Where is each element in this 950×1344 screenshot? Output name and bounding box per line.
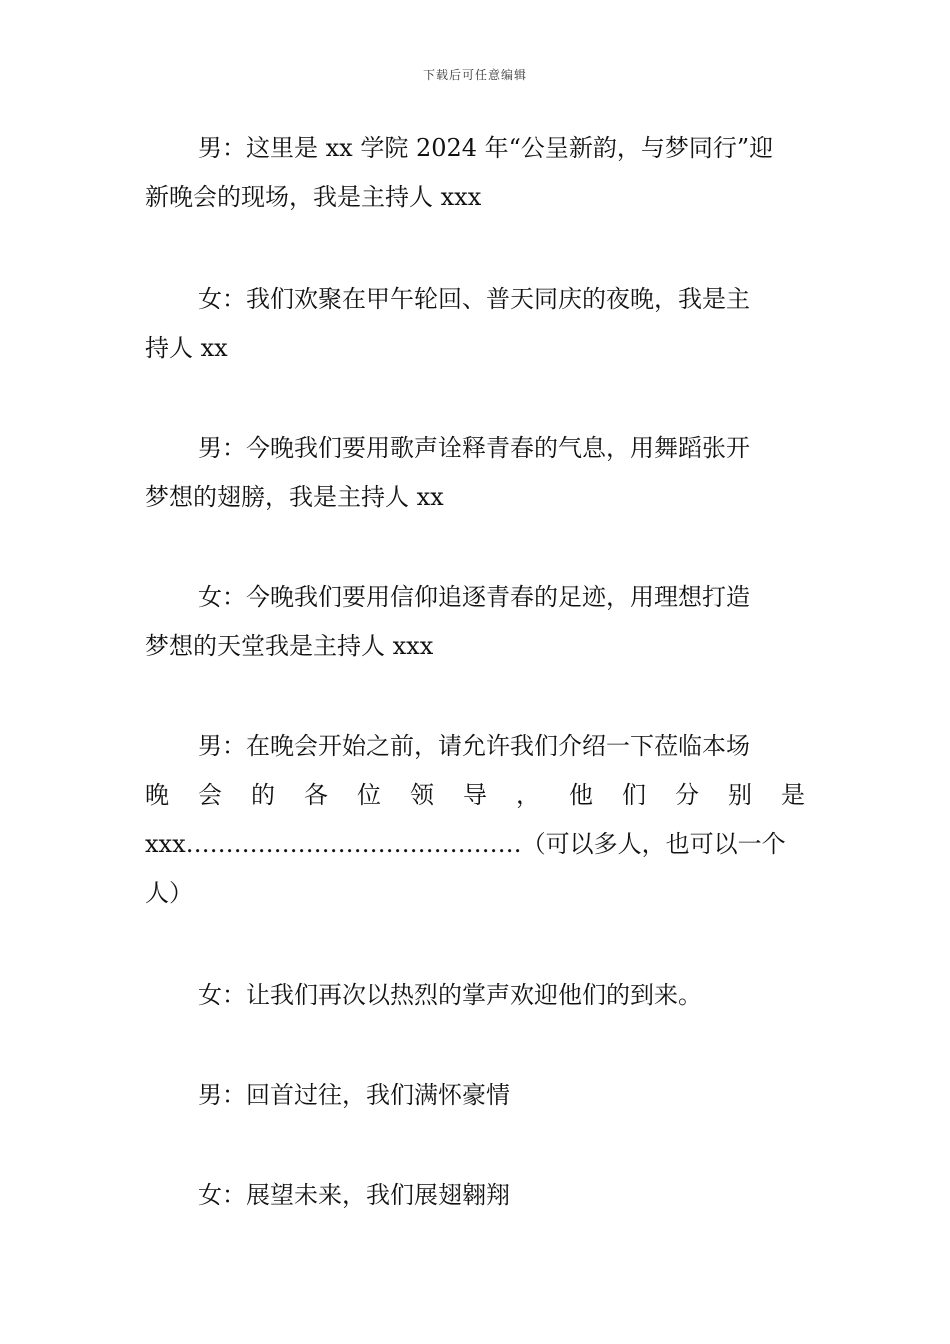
spread-char: 会 — [198, 781, 222, 809]
spread-char: 位 — [357, 781, 381, 809]
paragraph-4-line-2: 梦想的天堂我是主持人 xxx — [145, 632, 434, 660]
spread-char: 们 — [622, 781, 646, 809]
paragraph-2-line-2: 持人 xx — [145, 334, 228, 362]
paragraph-2-line-1: 女：我们欢聚在甲午轮回、普天同庆的夜晚，我是主 — [198, 285, 750, 313]
paragraph-5-line-2 — [145, 771, 805, 820]
paragraph-2 — [145, 275, 805, 373]
paragraph-5-line-3: xxx……………………………………（可以多人，也可以一个 — [145, 830, 786, 858]
paragraph-1-line-1: 男：这里是 xx 学院 2024 年“公呈新韵，与梦同行”迎 — [198, 134, 774, 162]
paragraph-6-line-1: 女：让我们再次以热烈的掌声欢迎他们的到来。 — [198, 981, 702, 1009]
page-header: 下载后可任意编辑 — [422, 68, 527, 82]
paragraph-4-line-1: 女：今晚我们要用信仰追逐青春的足迹，用理想打造 — [198, 583, 750, 611]
paragraph-8-line-1: 女：展望未来，我们展翅翱翔 — [198, 1181, 510, 1209]
paragraph-5-line-4: 人） — [145, 879, 193, 907]
paragraph-3-line-2: 梦想的翅膀，我是主持人 xx — [145, 483, 444, 511]
paragraph-3-line-1: 男：今晚我们要用歌声诠释青春的气息，用舞蹈张开 — [198, 434, 750, 462]
paragraph-6 — [145, 971, 805, 1020]
spread-char: 的 — [251, 781, 275, 809]
spread-char: 是 — [781, 781, 805, 809]
spread-char: 分 — [675, 781, 699, 809]
paragraph-5 — [145, 722, 805, 918]
spread-char: ， — [516, 781, 540, 809]
paragraph-7 — [145, 1071, 805, 1120]
spread-char: 各 — [304, 781, 328, 809]
paragraph-5-line-1: 男：在晚会开始之前，请允许我们介绍一下莅临本场 — [198, 732, 750, 760]
spread-char: 导 — [463, 781, 487, 809]
paragraph-1 — [145, 124, 805, 222]
paragraph-3 — [145, 424, 805, 522]
spread-char: 领 — [410, 781, 434, 809]
spread-char: 他 — [569, 781, 593, 809]
paragraph-4 — [145, 573, 805, 671]
paragraph-1-line-2: 新晚会的现场，我是主持人 xxx — [145, 183, 482, 211]
paragraph-7-line-1: 男：回首过往，我们满怀豪情 — [198, 1081, 510, 1109]
spread-char: 别 — [728, 781, 752, 809]
spread-char: 晚 — [145, 781, 169, 809]
paragraph-8 — [145, 1171, 805, 1220]
